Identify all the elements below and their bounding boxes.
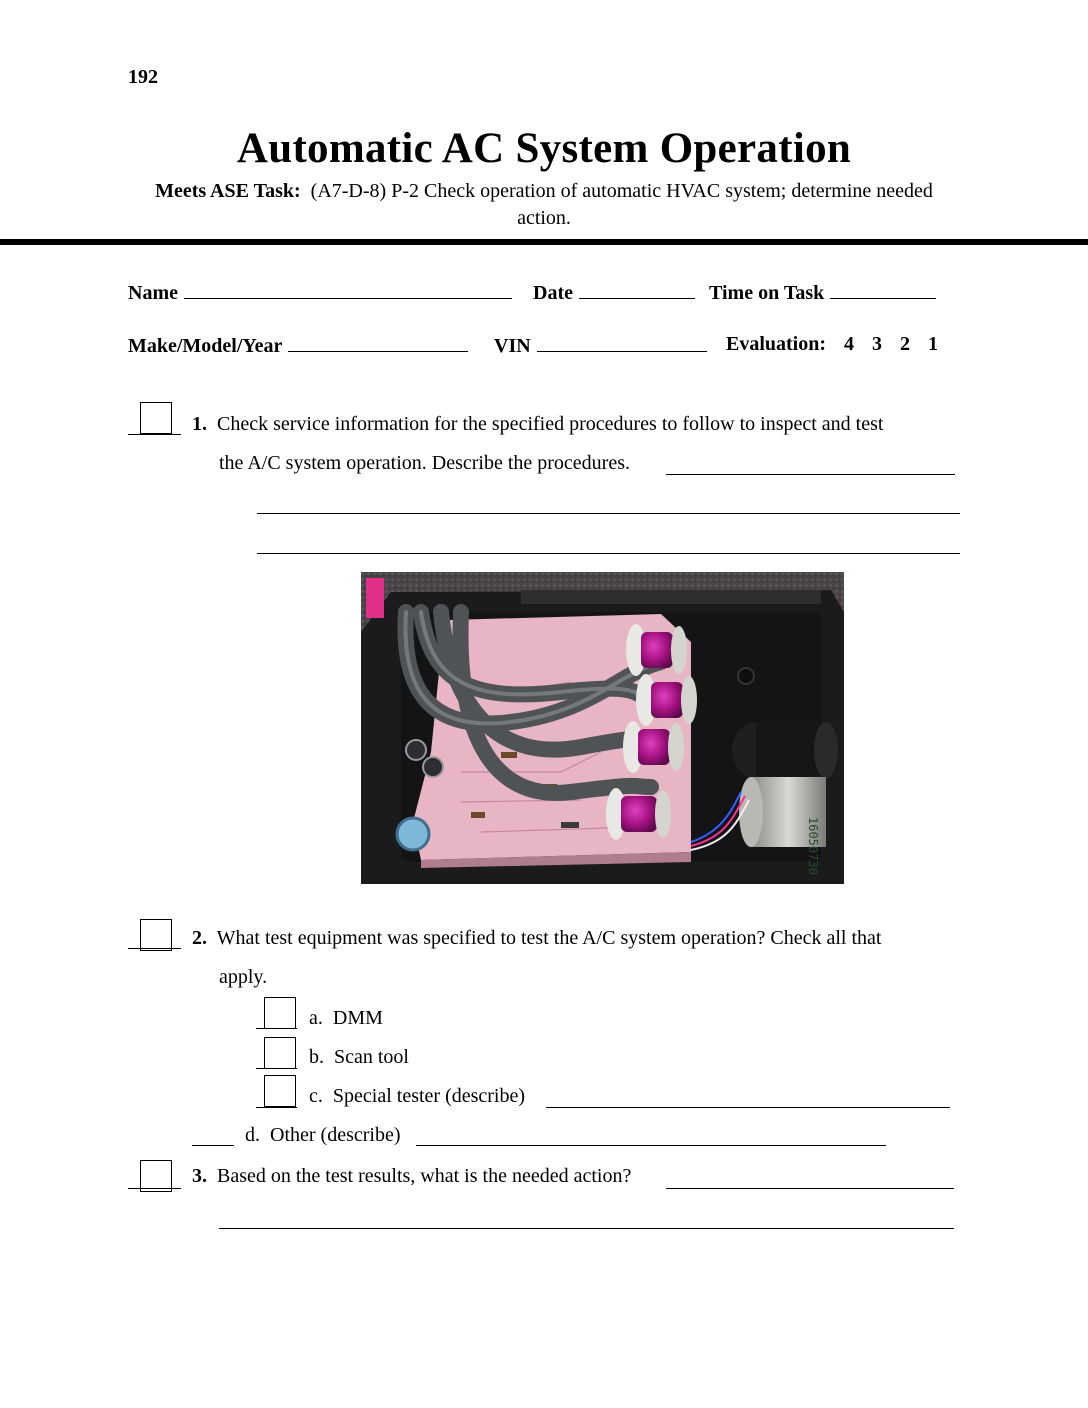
q2-option-c-label: Special tester (describe): [332, 1085, 526, 1107]
q1-text: Check service information for the specified procedures to follow to inspect and test: [217, 413, 884, 435]
q2-option-c: [309, 1085, 525, 1108]
q3-line1: [192, 1165, 631, 1188]
q2-option-b-checkbox[interactable]: [264, 1037, 296, 1069]
q2-option-d-label: Other (describe): [270, 1124, 401, 1146]
q2-check-line: [128, 948, 181, 949]
header-divider: [0, 239, 1088, 245]
vin-label: VIN: [494, 335, 531, 357]
evaluation-score-4[interactable]: 4: [844, 333, 855, 355]
page-number: 192: [128, 66, 158, 88]
q3-text: Based on the test results, what is the needed action?: [217, 1165, 632, 1187]
ase-task-label: Meets ASE Task:: [155, 180, 301, 202]
q2-option-b-label: Scan tool: [334, 1046, 409, 1068]
q2-option-b-letter: b.: [309, 1046, 324, 1068]
q2-option-a: [309, 1007, 383, 1030]
q1-line1: [192, 413, 883, 436]
time-input[interactable]: [830, 280, 936, 299]
q2-option-a-label: DMM: [332, 1007, 383, 1029]
q2-option-d-line[interactable]: [192, 1145, 234, 1146]
q1-answer-line-3[interactable]: [257, 553, 960, 554]
motor-stamp: 16050730: [806, 817, 820, 875]
q2-line2: apply.: [219, 966, 268, 988]
evaluation-label: Evaluation:: [726, 333, 827, 355]
vin-input[interactable]: [537, 333, 707, 352]
q2-option-d-letter: d.: [245, 1124, 260, 1146]
q2-option-b: [309, 1046, 409, 1069]
q1-check-line: [128, 434, 181, 435]
control-module-photo: [361, 572, 844, 884]
q2-line1: [192, 927, 881, 950]
date-field: [533, 280, 695, 305]
q2-option-d-answer-line[interactable]: [416, 1145, 886, 1146]
q2-number: 2.: [192, 927, 207, 949]
vin-field: [494, 333, 707, 358]
evaluation-score-1[interactable]: 1: [928, 333, 939, 355]
evaluation-score-2[interactable]: 2: [900, 333, 911, 355]
name-field: [128, 280, 512, 305]
date-label: Date: [533, 282, 573, 304]
name-label: Name: [128, 282, 178, 304]
q1-line2: the A/C system operation. Describe the procedures.: [219, 452, 630, 474]
make-input[interactable]: [288, 333, 468, 352]
ase-task: [150, 178, 938, 232]
q1-answer-line-2[interactable]: [257, 513, 960, 514]
q1-checkbox[interactable]: [140, 402, 172, 434]
q3-check-line: [128, 1188, 181, 1189]
evaluation-field: [726, 333, 938, 356]
q2-option-b-line: [256, 1068, 297, 1069]
q3-answer-line-2[interactable]: [219, 1228, 954, 1229]
q2-option-c-answer-line[interactable]: [546, 1107, 950, 1108]
q2-text: What test equipment was specified to test the A/C system operation? Check all that: [216, 927, 882, 949]
date-input[interactable]: [579, 280, 695, 299]
time-label: Time on Task: [709, 282, 825, 304]
evaluation-score-3[interactable]: 3: [872, 333, 883, 355]
q2-option-c-letter: c.: [309, 1085, 323, 1107]
time-field: [709, 280, 936, 305]
name-input[interactable]: [184, 280, 512, 299]
ase-task-text: (A7-D-8) P-2 Check operation of automatic HVAC system; determine needed action.: [310, 180, 933, 229]
make-field: [128, 333, 468, 358]
make-label: Make/Model/Year: [128, 335, 283, 357]
q2-checkbox[interactable]: [140, 919, 172, 951]
q2-option-a-checkbox[interactable]: [264, 997, 296, 1029]
q1-answer-line-1[interactable]: [666, 474, 955, 475]
q2-option-c-checkbox[interactable]: [264, 1075, 296, 1107]
q2-option-d: [245, 1124, 401, 1147]
page-title: Automatic AC System Operation: [236, 125, 852, 172]
q3-answer-line-1[interactable]: [666, 1188, 954, 1189]
q2-option-a-letter: a.: [309, 1007, 323, 1029]
q1-number: 1.: [192, 413, 207, 435]
q2-option-c-line: [256, 1107, 297, 1108]
q2-option-a-line: [256, 1028, 297, 1029]
q3-number: 3.: [192, 1165, 207, 1187]
